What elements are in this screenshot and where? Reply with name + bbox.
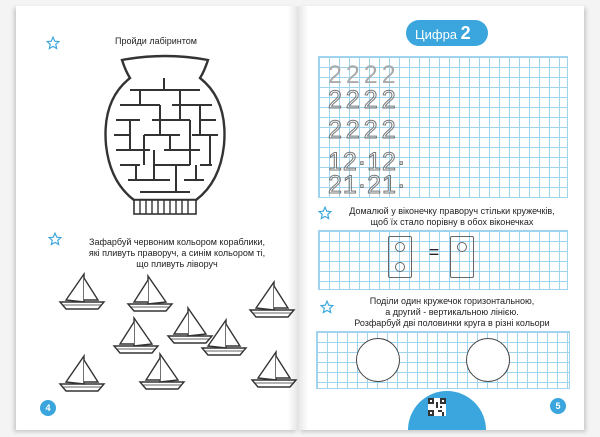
book-spine — [288, 6, 308, 430]
maze-illustration[interactable] — [100, 50, 230, 218]
writing-row-4: 12·12· — [328, 148, 407, 176]
star-icon — [48, 232, 62, 246]
dot-circle — [395, 262, 405, 272]
circle-vertical[interactable] — [466, 338, 510, 382]
page-number-left: 4 — [40, 400, 56, 416]
qr-panel — [408, 391, 486, 430]
right-page — [298, 6, 584, 430]
task-dots-line1: Домалюй у віконечку праворуч стільки кружечків, — [349, 206, 555, 216]
star-icon — [46, 36, 60, 50]
task-circles-line1: Поділи один кружечок горизонтальною, — [369, 296, 535, 306]
badge-digit: 2 — [460, 23, 471, 43]
star-icon — [318, 206, 332, 220]
task-boats-line2: які пливуть праворуч, а синім кольором ті, — [88, 248, 266, 258]
task-circles-line2: а другий - вертикальною лінією. — [385, 307, 519, 317]
title-badge — [406, 20, 488, 46]
page-number-right: 5 — [550, 398, 566, 414]
writing-row-5: 21·21· — [328, 171, 407, 199]
writing-row-2: 2222 — [328, 86, 400, 114]
writing-row-1: 2222 — [328, 61, 400, 89]
writing-row-3: 2222 — [328, 116, 400, 144]
task-dots-line2: щоб їх стало порівну в обох віконечках — [370, 217, 534, 227]
task-boats-line1: Зафарбуй червоним кольором кораблики, — [89, 237, 265, 247]
task-circles-line3: Розфарбуй дві половинки круга в різні кольори — [354, 318, 550, 328]
task-boats-line3: що пливуть ліворуч — [136, 259, 218, 269]
equals-sign: = — [428, 242, 440, 262]
dot-circle — [457, 242, 467, 252]
badge-word: Цифра — [415, 27, 458, 42]
circles-grid[interactable] — [316, 331, 570, 389]
maze-title: Пройди лабіринтом — [115, 36, 197, 46]
left-page — [16, 6, 298, 430]
boats-illustration[interactable] — [16, 268, 298, 398]
qr-code-icon[interactable] — [428, 398, 446, 416]
dot-circle — [395, 242, 405, 252]
circle-horizontal[interactable] — [356, 338, 400, 382]
star-icon — [320, 300, 334, 314]
